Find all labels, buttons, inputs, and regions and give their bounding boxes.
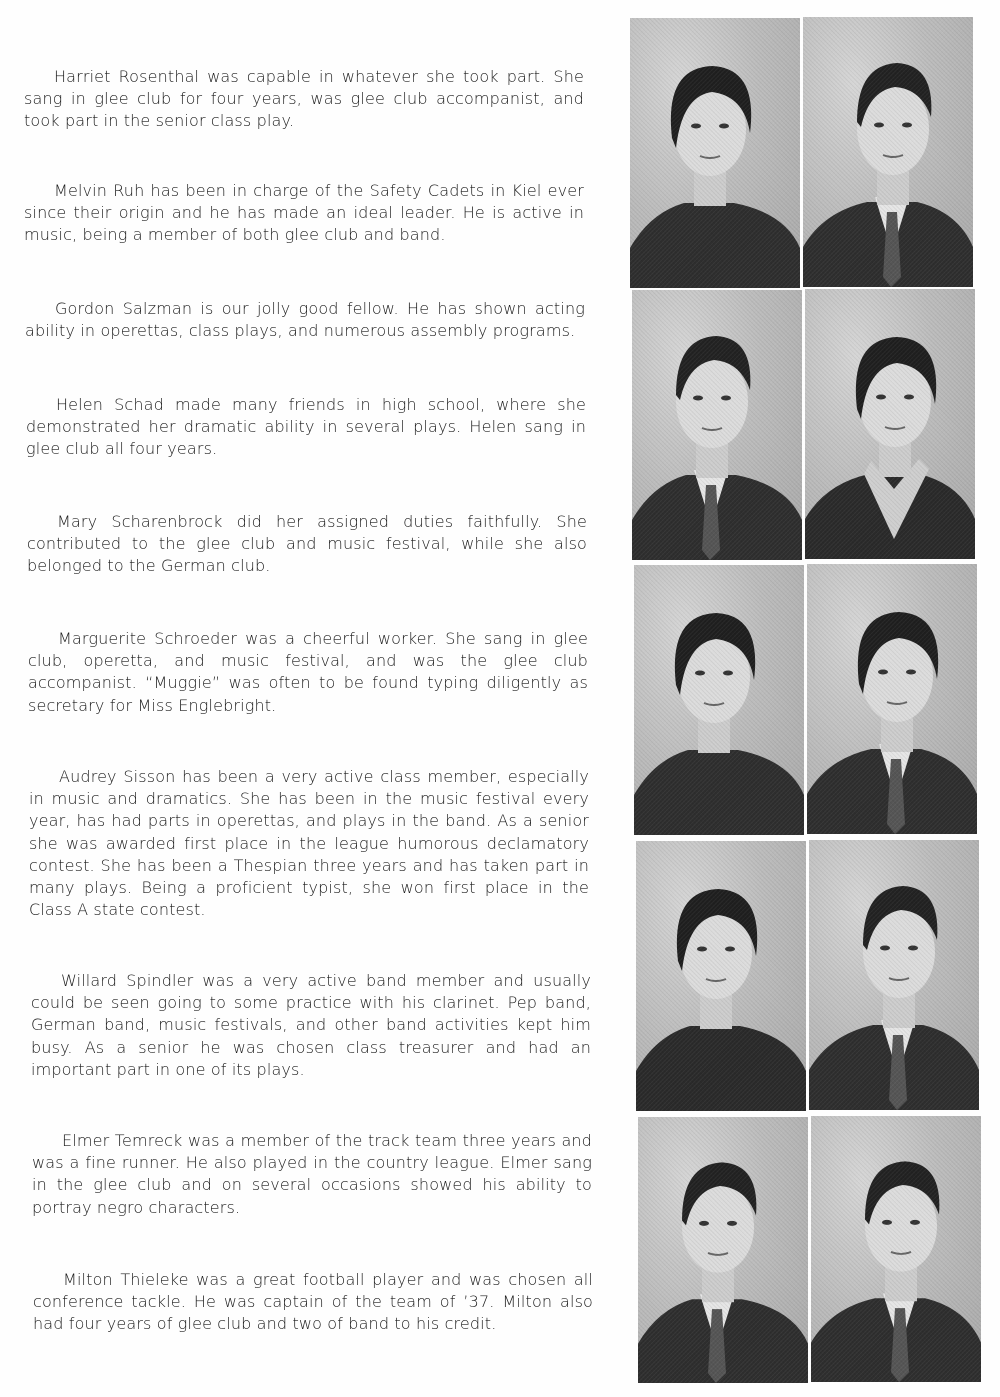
portrait-willard-spindler [809,840,979,1110]
bio-marguerite-schroeder: Marguerite Schroeder was a cheerful worker. She sang in glee club, operetta, and music festival, and was the glee club accompanist. “Muggie” was often to be found typing diligently as secretary for Miss Englebright. [28,629,588,715]
portrait-helen-schad [805,289,975,559]
bio-helen-schad: Helen Schad made many friends in high school, where she demonstrated her dramatic ability in several plays. Helen sang in glee club all four years. [26,395,586,459]
portrait-melvin-ruh [803,17,973,287]
portrait-elmer-temreck [638,1117,808,1383]
right-eye-shape [719,124,729,129]
bio-melvin-ruh: Melvin Ruh has been in charge of the Safety Cadets in Kiel ever since their origin and he has made an ideal leader. He is active in music, being a member of both glee club and band. [24,181,584,245]
right-eye-shape [910,1220,920,1225]
portrait-image [803,17,973,287]
portrait-grid [628,16,978,1386]
left-eye-shape [695,671,705,676]
left-eye-shape [874,123,884,128]
portrait-image [809,840,979,1110]
portrait-image [632,290,802,560]
right-eye-shape [904,395,914,400]
left-eye-shape [697,947,707,952]
right-eye-shape [725,947,735,952]
bio-milton-thieleke: Milton Thieleke was a great football player and was chosen all conference tackle. He was captain of the team of ’37. Milton also had four years of glee club and two of band to his credit. [33,1270,593,1334]
right-eye-shape [908,946,918,951]
left-eye-shape [693,396,703,401]
bio-gordon-salzman: Gordon Salzman is our jolly good fellow. He has shown acting ability in operettas, class plays, and numerous assembly programs. [25,299,585,341]
left-eye-shape [699,1221,709,1226]
portrait-image [805,289,975,559]
portrait-image [634,565,804,835]
portrait-harriet-rosenthal [630,18,800,288]
left-eye-shape [691,124,701,129]
clothing-shape [636,1026,806,1111]
bio-audrey-sisson: Audrey Sisson has been a very active class member, especially in music and dramatics. She has been in the music festival every year, has had parts in operettas, and plays in the band. As a senior she was awarded first place in the league humorous declamatory contest. She has been a Thespian three years and has taken part in many plays. Being a proficient typist, she won first place in the Class A state contest. [29,767,589,920]
portrait-audrey-sisson [636,841,806,1111]
bio-willard-spindler: Willard Spindler was a very active band member and usually could be seen going to some practice with his clarinet. Pep band, German band, music festivals, and other band activities kept him busy. As a senior he was chosen class treasurer and had an important part in one of its plays. [31,971,591,1079]
left-eye-shape [878,670,888,675]
right-eye-shape [727,1221,737,1226]
right-eye-shape [723,671,733,676]
left-eye-shape [876,395,886,400]
portrait-image [638,1117,808,1383]
portrait-marguerite-schroeder [807,564,977,834]
portrait-mary-scharenbrock [634,565,804,835]
bio-elmer-temreck: Elmer Temreck was a member of the track team three years and was a fine runner. He also played in the country league. Elmer sang in the glee club and on several occasions showed his ability to portray negro characters. [32,1131,592,1217]
portrait-image [807,564,977,834]
right-eye-shape [906,670,916,675]
portrait-image [630,18,800,288]
bio-harriet-rosenthal: Harriet Rosenthal was capable in whatever she took part. She sang in glee club for four years, was glee club accompanist, and took part in the senior class play. [24,67,584,131]
right-eye-shape [902,123,912,128]
clothing-shape [630,203,800,288]
portrait-gordon-salzman [632,290,802,560]
clothing-shape [634,750,804,835]
portrait-image [811,1116,981,1382]
left-eye-shape [882,1220,892,1225]
right-eye-shape [721,396,731,401]
portrait-milton-thieleke [811,1116,981,1382]
left-eye-shape [880,946,890,951]
portrait-image [636,841,806,1111]
bio-mary-scharenbrock: Mary Scharenbrock did her assigned duties faithfully. She contributed to the glee club and music festival, while she also belonged to the German club. [27,512,587,576]
